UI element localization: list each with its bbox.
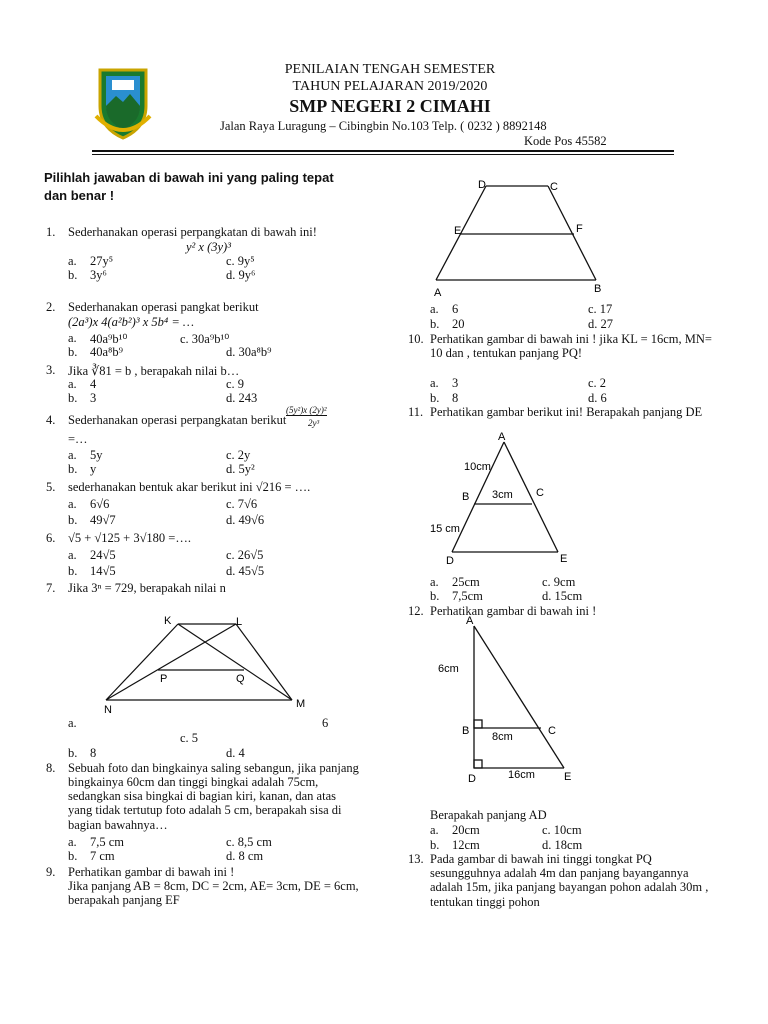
q9-label-d: D	[478, 179, 486, 191]
q9-option-b: 20	[452, 317, 465, 331]
q2-expression: (2a³)x 4(a²b²)³ x 5b⁴ = …	[68, 315, 195, 329]
q4-number: 4.	[46, 413, 56, 427]
q4-tail: =…	[68, 432, 88, 446]
q5-option-d: d. 49√6	[226, 513, 265, 527]
school-name: SMP NEGERI 2 CIMAHI	[289, 96, 491, 116]
q11-label-bd: 15 cm	[430, 523, 460, 535]
q5-option-a-label: a.	[68, 497, 77, 511]
q3-text: Jika ∛81 = b , berapakah nilai b…	[68, 364, 240, 378]
q5-option-c: c. 7√6	[226, 497, 258, 511]
q5-number: 5.	[46, 480, 56, 494]
q6-option-a: 24√5	[90, 548, 116, 562]
q2-option-c: c. 30a⁹b¹⁰	[180, 332, 230, 346]
q11-option-b: 7,5cm	[452, 589, 483, 603]
q7-label-p: P	[160, 673, 168, 685]
q12-option-d: d. 18cm	[542, 838, 583, 852]
q2-option-d: d. 30a⁸b⁹	[226, 345, 272, 359]
q9-line1: Perhatikan gambar di bawah ini !	[68, 865, 235, 879]
header-line2: TAHUN PELAJARAN 2019/2020	[292, 79, 488, 94]
q9-option-c: c. 17	[588, 302, 613, 316]
header-divider-thin	[92, 154, 674, 155]
q9-number: 9.	[46, 865, 56, 879]
q12-label-c: C	[548, 725, 556, 737]
q8-line4: yang tidak tertutup foto adalah 5 cm, berapakah sisa di	[68, 803, 342, 817]
q12-option-a-label: a.	[430, 823, 439, 837]
q12-triangle-figure	[436, 612, 586, 788]
school-logo	[92, 66, 154, 140]
q7-option-a: 6	[322, 716, 329, 730]
q7-label-k: K	[164, 615, 172, 627]
q13-line2: sesungguhnya adalah 4m dan panjang bayangannya	[430, 866, 689, 880]
q1-option-a: 27y⁵	[90, 254, 114, 268]
q7-option-c: c. 5	[180, 731, 199, 745]
q11-option-d: d. 15cm	[542, 589, 583, 603]
q8-option-b-label: b.	[68, 849, 78, 863]
instruction-line1: Pilihlah jawaban di bawah ini yang paling tepat	[44, 170, 334, 185]
q11-option-a-label: a.	[430, 575, 439, 589]
q12-text: Perhatikan gambar di bawah ini !	[430, 604, 597, 618]
q11-label-e: E	[560, 553, 568, 565]
q11-label-d: D	[446, 555, 454, 567]
q4-option-d: d. 5y²	[226, 462, 255, 476]
q11-label-b: B	[462, 491, 470, 503]
q9-label-f: F	[576, 223, 583, 235]
q7-option-a-label: a.	[68, 716, 77, 730]
q5-option-b-label: b.	[68, 513, 78, 527]
q11-label-ab: 10cm	[464, 461, 491, 473]
q4-option-b: y	[90, 462, 97, 476]
q13-number: 13.	[408, 852, 424, 866]
q1-text: Sederhanakan operasi perpangkatan di bawah ini!	[68, 225, 317, 239]
q2-option-a: 40a⁹b¹⁰	[90, 332, 128, 346]
q6-text: √5 + √125 + 3√180 =….	[68, 531, 191, 545]
q7-option-b: 8	[90, 746, 97, 760]
q3-option-a: 4	[90, 377, 97, 391]
q7-label-l: L	[236, 616, 243, 628]
q4-text: Sederhanakan operasi perpangkatan berikut	[68, 413, 287, 427]
q1-number: 1.	[46, 225, 56, 239]
q8-option-a: 7,5 cm	[90, 835, 125, 849]
q1-option-c: c. 9y⁵	[226, 254, 255, 268]
q12-number: 12.	[408, 604, 424, 618]
q10-number: 10.	[408, 332, 424, 346]
q11-label-bc: 3cm	[492, 489, 513, 501]
q12-option-a: 20cm	[452, 823, 480, 837]
q10-line2: 10 dan , tentukan panjang PQ!	[430, 346, 583, 360]
q5-option-b: 49√7	[90, 513, 116, 527]
q12-label-a: A	[466, 615, 474, 627]
q4-fraction-denominator: 2y³	[308, 418, 320, 428]
q6-option-b-label: b.	[68, 564, 78, 578]
q2-number: 2.	[46, 300, 56, 314]
q4-fraction-numerator: (5y²)x (2y)²	[286, 405, 327, 415]
q11-option-b-label: b.	[430, 589, 440, 603]
q9-option-a: 6	[452, 302, 459, 316]
q11-label-a: A	[498, 431, 506, 443]
q10-option-b: 8	[452, 391, 459, 405]
school-address: Jalan Raya Luragung – Cibingbin No.103 Telp. ( 0232 ) 8892148	[220, 119, 547, 133]
q8-option-b: 7 cm	[90, 849, 115, 863]
q8-line5: bagian bawahnya…	[68, 818, 168, 832]
q6-option-b: 14√5	[90, 564, 116, 578]
q10-option-d: d. 6	[588, 391, 607, 405]
q9-label-c: C	[550, 181, 558, 193]
q3-number: 3.	[46, 363, 56, 377]
q8-option-c: c. 8,5 cm	[226, 835, 272, 849]
q1-option-b-label: b.	[68, 268, 78, 282]
q8-line2: bingkainya 60cm dan tinggi bingkai adalah 75cm,	[68, 775, 319, 789]
q10-option-c: c. 2	[588, 376, 607, 390]
q2-option-b: 40a⁸b⁹	[90, 345, 124, 359]
q8-option-a-label: a.	[68, 835, 77, 849]
q4-option-c: c. 2y	[226, 448, 251, 462]
q7-text: Jika 3ⁿ = 729, berapakah nilai n	[68, 581, 226, 595]
q3-option-b-label: b.	[68, 391, 78, 405]
q3-option-c: c. 9	[226, 377, 245, 391]
q7-option-b-label: b.	[68, 746, 78, 760]
q8-line1: Sebuah foto dan bingkainya saling sebangun, jika panjang	[68, 761, 359, 775]
q9-label-b: B	[594, 283, 602, 295]
q7-label-q: Q	[236, 673, 245, 685]
q11-number: 11.	[408, 405, 424, 419]
q12-option-c: c. 10cm	[542, 823, 582, 837]
q3-option-d: d. 243	[226, 391, 258, 405]
q9-option-b-label: b.	[430, 317, 440, 331]
q9-line3: berapakah panjang EF	[68, 893, 180, 907]
q1-option-a-label: a.	[68, 254, 77, 268]
q12-label-b: B	[462, 725, 470, 737]
q6-number: 6.	[46, 531, 56, 545]
q7-label-n: N	[104, 704, 112, 715]
q9-label-e: E	[454, 225, 462, 237]
q10-option-b-label: b.	[430, 391, 440, 405]
q9-option-d: d. 27	[588, 317, 613, 331]
q2-option-b-label: b.	[68, 345, 78, 359]
postal-code: Kode Pos 45582	[524, 134, 607, 148]
q12-option-b: 12cm	[452, 838, 480, 852]
q10-option-a: 3	[452, 376, 459, 390]
q12-label-de: 16cm	[508, 769, 535, 781]
q2-option-a-label: a.	[68, 331, 77, 345]
q11-option-c: c. 9cm	[542, 575, 576, 589]
q4-option-a: 5y	[90, 448, 103, 462]
q5-option-a: 6√6	[90, 497, 110, 511]
q13-line4: tentukan tinggi pohon	[430, 895, 540, 909]
header-line1: PENILAIAN TENGAH SEMESTER	[284, 62, 496, 77]
q12-option-b-label: b.	[430, 838, 440, 852]
q1-expression: y² x (3y)³	[186, 240, 231, 254]
q12-label-d: D	[468, 773, 476, 785]
q8-number: 8.	[46, 761, 56, 775]
q7-trapezoid-figure	[96, 610, 326, 715]
q13-line3: adalah 15m, jika panjang bayangan pohon adalah 30m ,	[430, 880, 709, 894]
q9-trapezoid-figure	[428, 176, 618, 298]
q4-option-b-label: b.	[68, 462, 78, 476]
q11-text: Perhatikan gambar berikut ini! Berapakah panjang DE	[430, 405, 703, 419]
q3-option-a-label: a.	[68, 377, 77, 391]
q12-label-bc: 8cm	[492, 731, 513, 743]
q4-option-a-label: a.	[68, 448, 77, 462]
q11-triangle-figure	[424, 426, 584, 568]
q11-option-a: 25cm	[452, 575, 480, 589]
q7-option-d: d. 4	[226, 746, 245, 760]
q9-label-a: A	[434, 287, 442, 298]
q1-option-b: 3y⁶	[90, 268, 107, 282]
q9-option-a-label: a.	[430, 302, 439, 316]
q8-line3: sedangkan sisa bingkai di bagian kiri, kanan, dan atas	[68, 789, 336, 803]
q11-label-c: C	[536, 487, 544, 499]
q6-option-d: d. 45√5	[226, 564, 265, 578]
q3-option-b: 3	[90, 391, 97, 405]
q2-text: Sederhanakan operasi pangkat berikut	[68, 300, 259, 314]
q1-option-d: d. 9y⁶	[226, 268, 256, 282]
q5-text: sederhanakan bentuk akar berikut ini √216 = ….	[68, 480, 311, 494]
q7-number: 7.	[46, 581, 56, 595]
q9-line2: Jika panjang AB = 8cm, DC = 2cm, AE= 3cm, DE = 6cm,	[68, 879, 359, 893]
q10-line1: Perhatikan gambar di bawah ini ! jika KL = 16cm, MN=	[430, 332, 712, 346]
q12-label-ab: 6cm	[438, 663, 459, 675]
q8-option-d: d. 8 cm	[226, 849, 264, 863]
q10-option-a-label: a.	[430, 376, 439, 390]
q6-option-a-label: a.	[68, 548, 77, 562]
header-divider	[92, 150, 674, 152]
q12-label-e: E	[564, 771, 572, 783]
q6-option-c: c. 26√5	[226, 548, 264, 562]
q13-line1: Pada gambar di bawah ini tinggi tongkat PQ	[430, 852, 652, 866]
instruction-line2: dan benar !	[44, 188, 115, 203]
q7-label-m: M	[296, 698, 306, 710]
q12-question: Berapakah panjang AD	[430, 808, 547, 822]
